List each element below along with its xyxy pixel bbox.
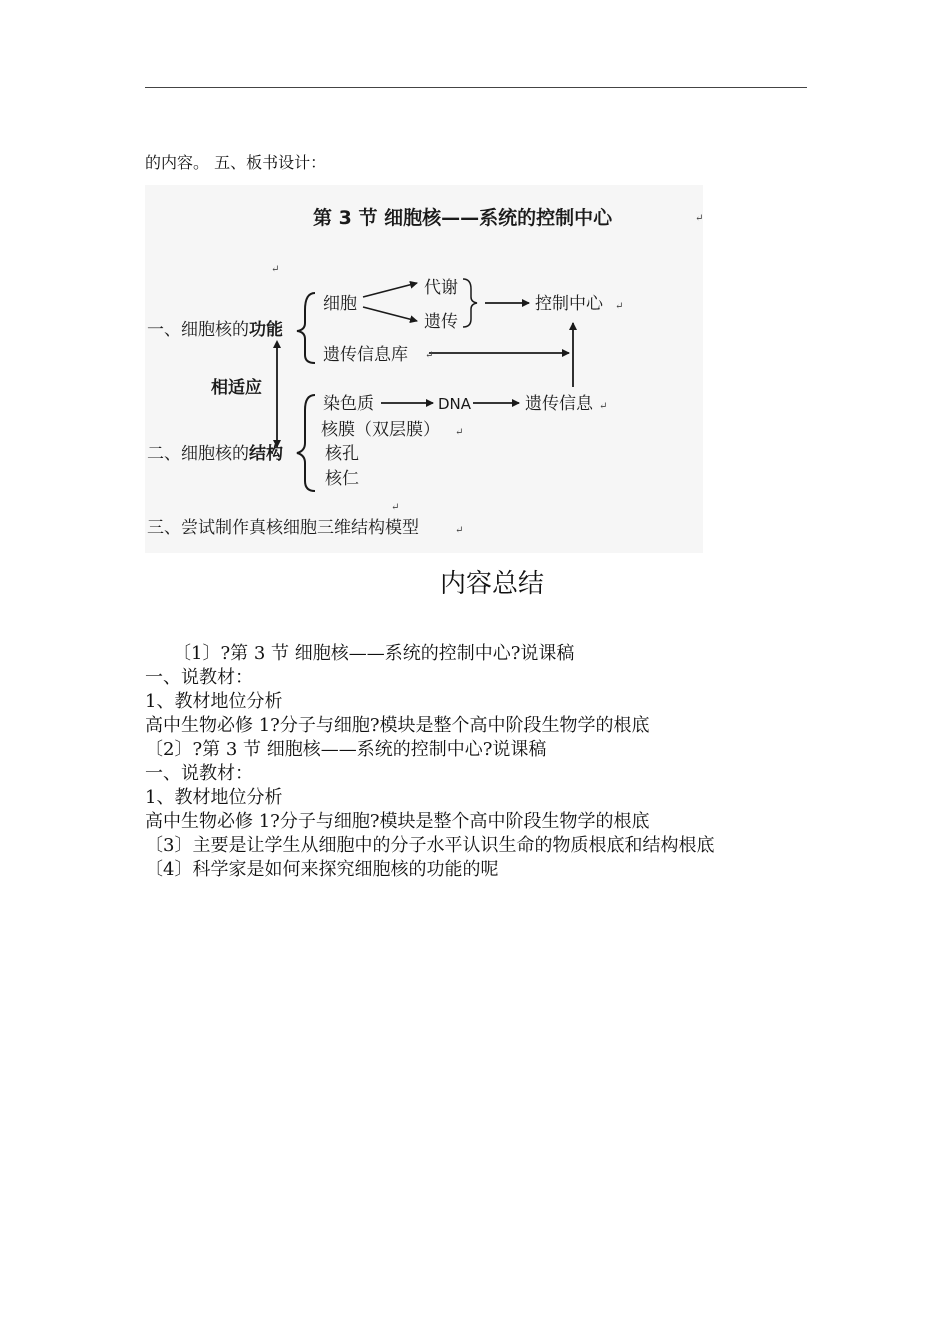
small-brace: [463, 279, 477, 327]
summary-line: 〔4〕科学家是如何来探究细胞核的功能的呢: [145, 859, 499, 880]
paragraph-mark-icon: ↵: [599, 401, 608, 412]
function-label-prefix: 一、细胞核的: [147, 320, 249, 340]
dna-label: DNA: [438, 395, 472, 413]
genetic-info-library-label: 遗传信息库: [323, 345, 408, 365]
adapt-label: 相适应: [211, 378, 262, 398]
diagram-svg: [145, 185, 703, 553]
summary-line: 〔3〕主要是让学生从细胞中的分子水平认识生命的物质根底和结构根底: [145, 835, 715, 856]
structure-label-bold: 结构: [249, 444, 283, 464]
section-three-label: 三、尝试制作真核细胞三维结构模型: [147, 518, 419, 538]
nuclear-pore-label: 核孔: [325, 444, 359, 464]
paragraph-mark-icon: ↵: [425, 350, 434, 361]
summary-line: 1、教材地位分析: [145, 787, 283, 808]
diagram-title: 第 3 节 细胞核——系统的控制中心: [313, 207, 613, 229]
summary-line: 一、说教材：: [145, 763, 253, 784]
summary-line: 一、说教材：: [145, 667, 253, 688]
arrow-to-heredity: [363, 307, 417, 321]
summary-line: 高中生物必修 1?分子与细胞?模块是整个高中阶段生物学的根底: [145, 811, 650, 832]
summary-line: 高中生物必修 1?分子与细胞?模块是整个高中阶段生物学的根底: [145, 715, 650, 736]
paragraph-mark-icon: ↵: [271, 264, 280, 275]
summary-lines: [145, 642, 825, 882]
summary-line: 〔2〕?第 3 节 细胞核——系统的控制中心?说课稿: [145, 739, 547, 760]
paragraph-mark-icon: ↵: [695, 213, 703, 224]
paragraph-mark-icon: ↵: [615, 301, 624, 312]
nuclear-envelope-label: 核膜（双层膜）: [321, 420, 440, 440]
structure-label: [147, 443, 283, 464]
cell-label: 细胞: [323, 294, 357, 314]
intro-text: 的内容。 五、板书设计：: [145, 153, 327, 172]
control-center-label: 控制中心: [535, 294, 603, 314]
metabolism-label: 代谢: [424, 278, 458, 298]
header-rule: [145, 87, 807, 88]
function-brace: [297, 293, 315, 363]
structure-label-prefix: 二、细胞核的: [147, 444, 249, 464]
paragraph-mark-icon: ↵: [455, 525, 464, 536]
summary-line: 1、教材地位分析: [145, 691, 283, 712]
genetic-info-label: 遗传信息: [525, 394, 593, 414]
summary-line: 〔1〕?第 3 节 细胞核——系统的控制中心?说课稿: [173, 643, 575, 664]
board-design-diagram: [145, 185, 703, 553]
paragraph-mark-icon: ↵: [391, 502, 400, 513]
paragraph-mark-icon: ↵: [455, 427, 464, 438]
nucleolus-label: 核仁: [325, 469, 359, 489]
function-label-bold: 功能: [249, 320, 283, 340]
summary-title: 内容总结: [439, 569, 544, 599]
function-label: [147, 319, 283, 340]
chromatin-label: 染色质: [323, 394, 374, 414]
heredity-label: 遗传: [424, 312, 458, 332]
structure-brace: [297, 395, 315, 491]
arrow-to-metabolism: [363, 283, 417, 297]
